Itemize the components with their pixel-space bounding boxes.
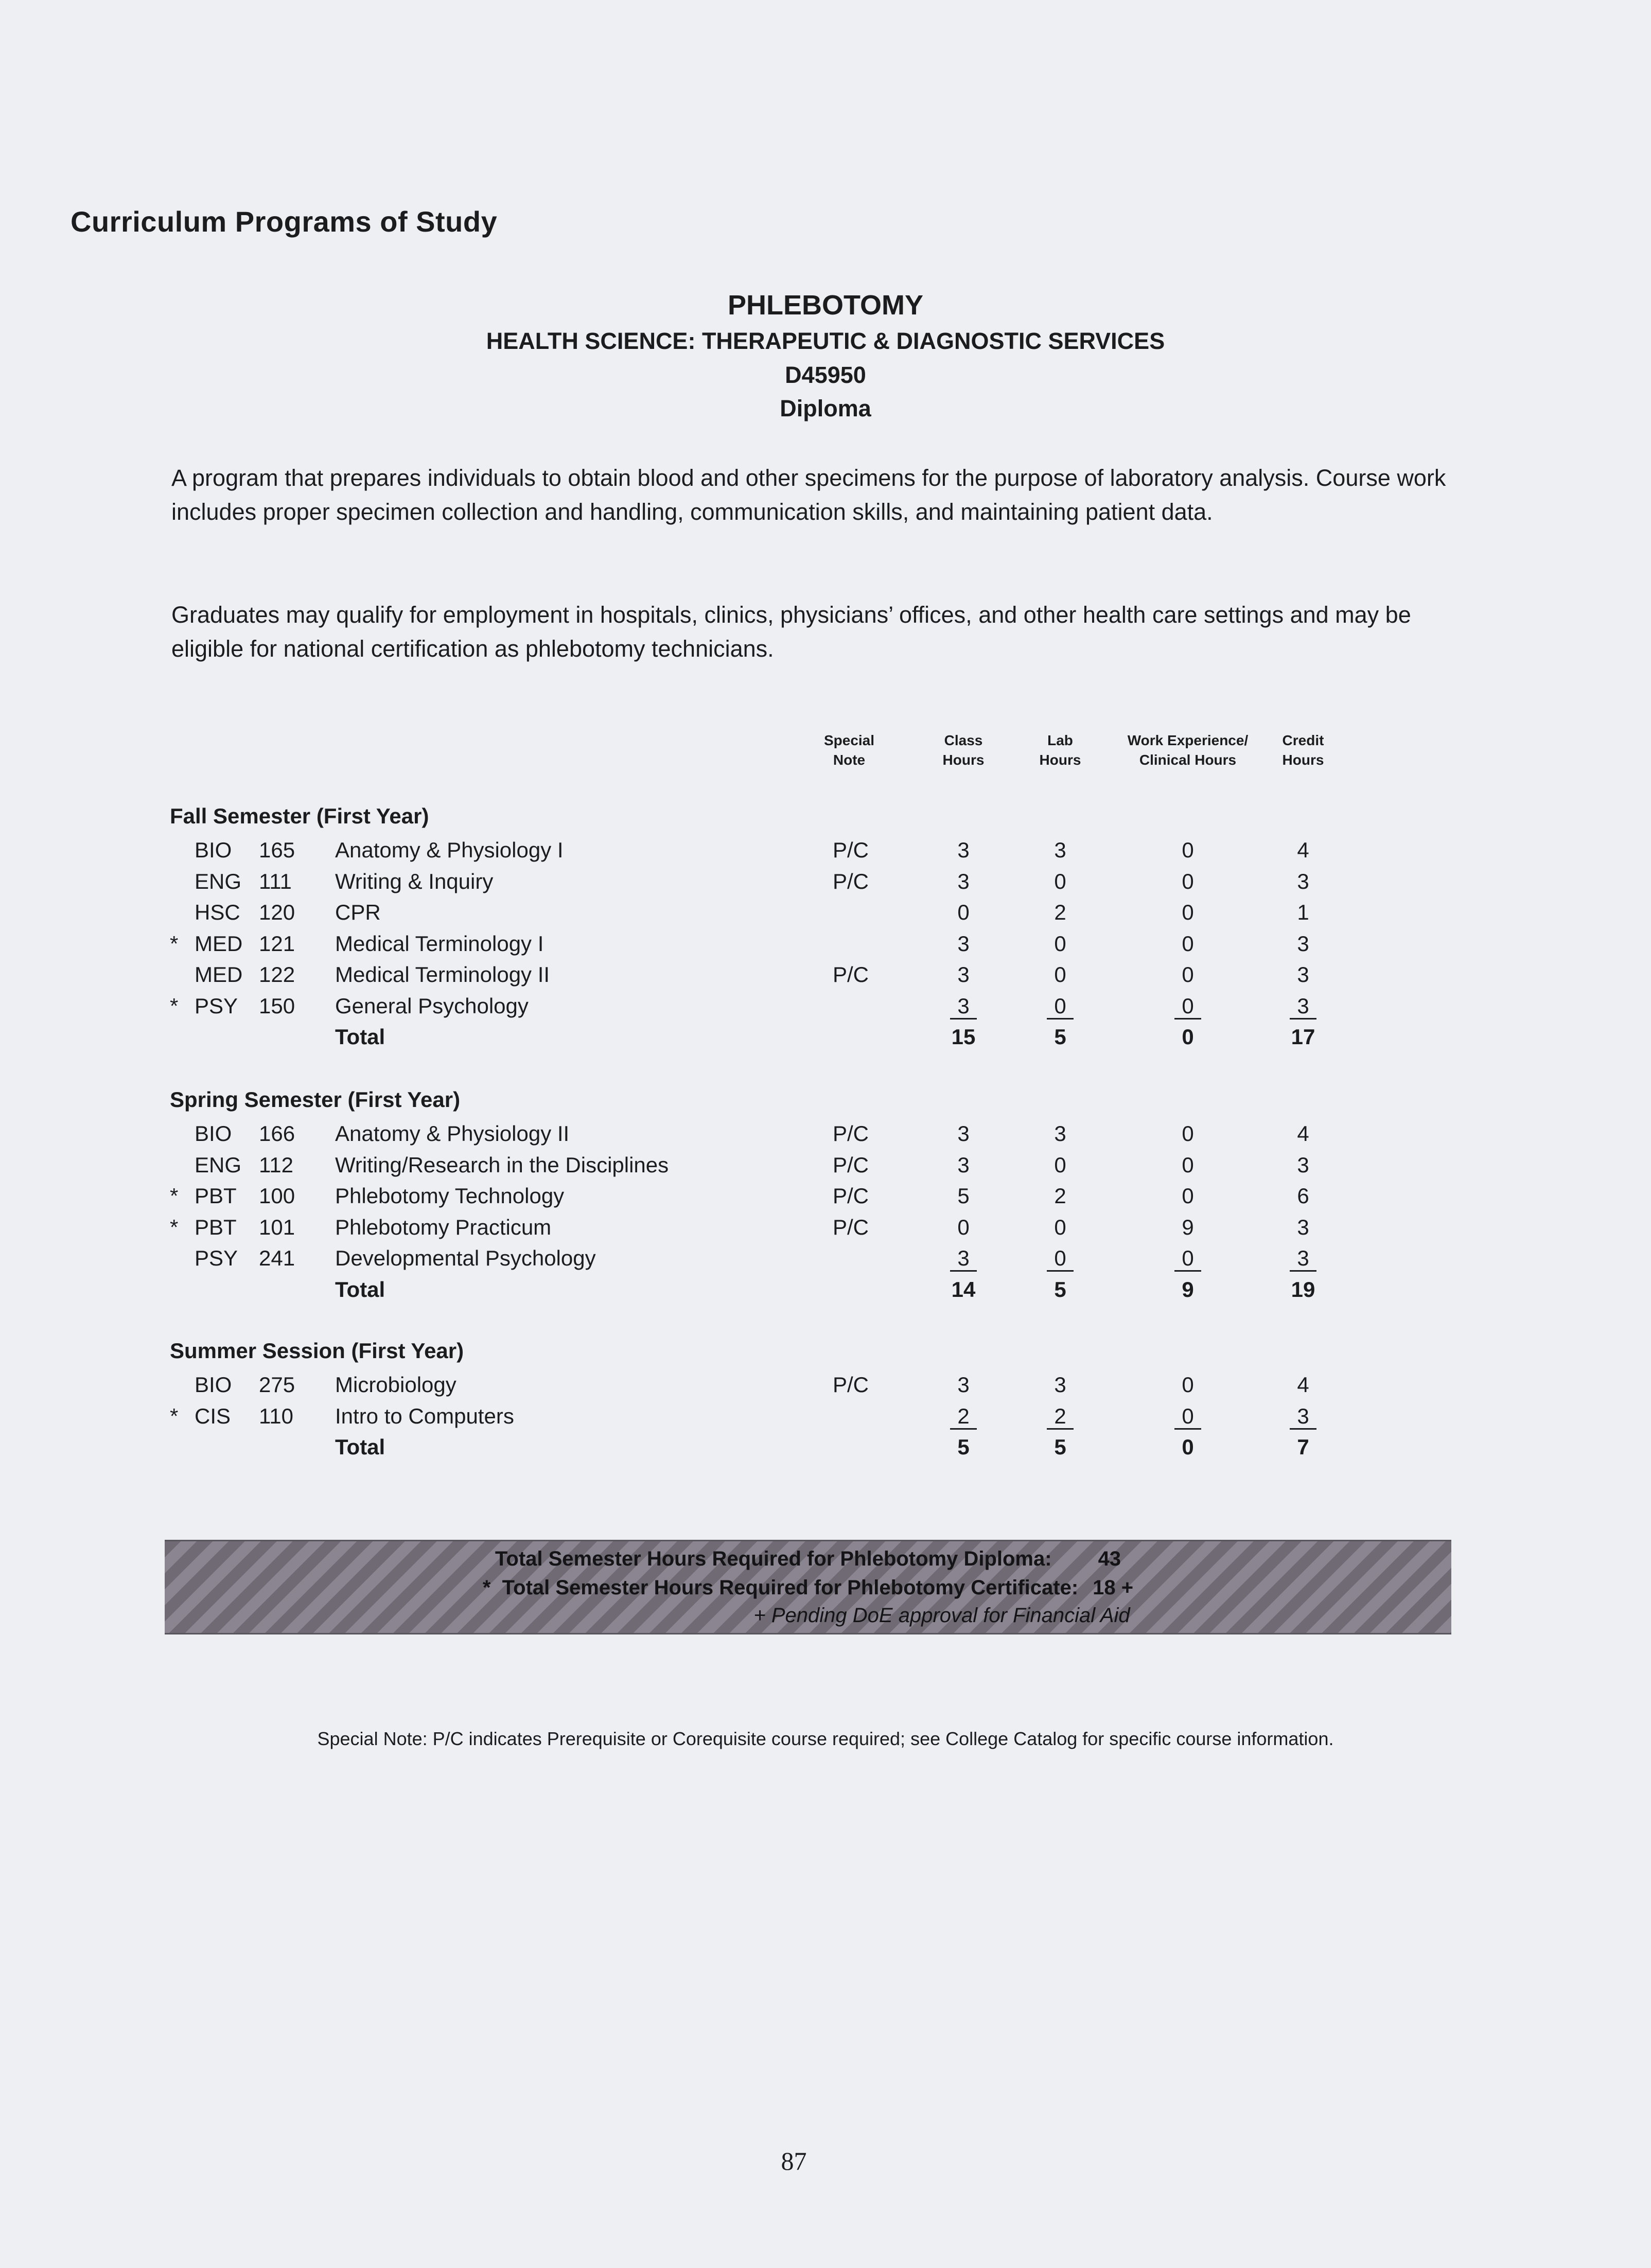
certificate-total-value: 18 + <box>1093 1576 1134 1599</box>
credit-hours <box>1280 1401 1326 1432</box>
class-hours: 3 <box>957 962 970 987</box>
certificate-star: * <box>482 1576 491 1599</box>
class-hours: 3 <box>957 1152 970 1177</box>
total-row <box>0 1274 1651 1305</box>
course-number: 101 <box>259 1215 295 1239</box>
course-number: 241 <box>259 1246 295 1270</box>
lab-hours: 0 <box>1054 962 1066 987</box>
lab-hours <box>1038 1243 1083 1274</box>
work-hours: 0 <box>1182 869 1194 893</box>
total-label: Total <box>335 1025 385 1049</box>
special-note-cell: P/C <box>833 1121 869 1146</box>
work-hours <box>1165 1243 1210 1274</box>
required-star: * <box>170 993 179 1018</box>
credit-hours <box>1280 991 1326 1022</box>
class-hours: 3 <box>957 1373 970 1397</box>
lab-hours-value: 2 <box>1047 1404 1073 1430</box>
class-hours: 3 <box>957 869 970 893</box>
semester-title: Spring Semester (First Year) <box>170 1087 461 1112</box>
total-work-hours: 9 <box>1182 1277 1194 1302</box>
course-row <box>0 1401 1651 1432</box>
course-row <box>0 866 1651 897</box>
program-description: A program that prepares individuals to obtain blood and other specimens for the purpose of laboratory analysis. Course work includes proper specimen collection and handling, communication skills, and maintaining patient data. <box>171 465 1446 525</box>
special-note-cell: P/C <box>833 869 869 893</box>
course-prefix: MED <box>195 962 243 987</box>
class-hours: 3 <box>957 931 970 956</box>
course-prefix: MED <box>195 931 243 956</box>
course-prefix: CIS <box>195 1403 231 1428</box>
total-work-hours: 0 <box>1182 1025 1194 1049</box>
course-row <box>0 1150 1651 1181</box>
special-note-cell: P/C <box>833 1215 869 1239</box>
total-credit-hours: 17 <box>1291 1025 1315 1049</box>
credit-hours: 3 <box>1297 962 1309 987</box>
course-row <box>0 1118 1651 1149</box>
class-hours-value: 2 <box>950 1404 976 1430</box>
total-row <box>0 1432 1651 1463</box>
course-title: Developmental Psychology <box>335 1246 596 1270</box>
class-hours: 0 <box>957 1215 970 1239</box>
work-hours: 0 <box>1182 900 1194 924</box>
diploma-total-label: Total Semester Hours Required for Phlebotomy Diploma: <box>495 1548 1052 1570</box>
col-work-hours: Work Experience/ Clinical Hours <box>1127 732 1249 768</box>
credit-hours: 3 <box>1297 869 1309 893</box>
work-hours <box>1165 1401 1210 1432</box>
total-class-hours: 14 <box>951 1277 976 1302</box>
course-title: Medical Terminology I <box>335 931 544 956</box>
credit-hours: 4 <box>1297 838 1309 862</box>
required-star: * <box>170 1184 179 1208</box>
total-label: Total <box>335 1277 385 1302</box>
total-class-hours: 5 <box>957 1435 970 1459</box>
lab-hours: 0 <box>1054 1152 1066 1177</box>
credit-hours: 4 <box>1297 1121 1309 1146</box>
program-title: PHLEBOTOMY <box>727 290 924 321</box>
course-row <box>0 991 1651 1022</box>
lab-hours <box>1038 1401 1083 1432</box>
lab-hours: 3 <box>1054 1373 1066 1397</box>
work-hours-value: 0 <box>1174 994 1201 1019</box>
total-lab-hours: 5 <box>1054 1435 1066 1459</box>
credit-hours: 6 <box>1297 1184 1309 1208</box>
credit-hours: 3 <box>1297 1152 1309 1177</box>
lab-hours: 3 <box>1054 1121 1066 1146</box>
credit-hours: 3 <box>1297 931 1309 956</box>
credit-hours-value: 3 <box>1290 994 1316 1019</box>
total-lab-hours: 5 <box>1054 1025 1066 1049</box>
class-hours: 5 <box>957 1184 970 1208</box>
course-title: Anatomy & Physiology II <box>335 1121 570 1146</box>
diploma-total-value: 43 <box>1098 1548 1121 1570</box>
semester-title: Fall Semester (First Year) <box>170 804 429 828</box>
course-number: 111 <box>259 869 292 893</box>
course-title: Anatomy & Physiology I <box>335 838 564 862</box>
course-title: Medical Terminology II <box>335 962 550 987</box>
required-star: * <box>170 1403 179 1428</box>
course-row <box>0 959 1651 990</box>
special-note-cell: P/C <box>833 1152 869 1177</box>
course-number: 100 <box>259 1184 295 1208</box>
lab-hours: 0 <box>1054 931 1066 956</box>
work-hours: 0 <box>1182 1373 1194 1397</box>
course-prefix: PBT <box>195 1215 237 1239</box>
work-hours <box>1165 991 1210 1022</box>
course-title: General Psychology <box>335 993 529 1018</box>
total-credit-hours: 19 <box>1291 1277 1315 1302</box>
lab-hours <box>1038 991 1083 1022</box>
course-row <box>0 897 1651 928</box>
course-title: Writing & Inquiry <box>335 869 494 893</box>
class-hours-value: 3 <box>950 994 976 1019</box>
work-hours: 0 <box>1182 1121 1194 1146</box>
col-credit-hours: Credit Hours <box>1282 732 1324 768</box>
course-number: 122 <box>259 962 295 987</box>
course-title: Writing/Research in the Disciplines <box>335 1152 669 1177</box>
credit-hours: 1 <box>1297 900 1309 924</box>
required-star: * <box>170 931 179 956</box>
course-row <box>0 928 1651 959</box>
totals-banner <box>165 1540 1451 1634</box>
special-note: Special Note: P/C indicates Prerequisite or Corequisite course required; see College Catalog for specific course information. <box>317 1728 1334 1749</box>
total-lab-hours: 5 <box>1054 1277 1066 1302</box>
course-row <box>0 1181 1651 1211</box>
course-prefix: BIO <box>195 1373 232 1397</box>
page-number: 87 <box>781 2147 807 2175</box>
col-class-hours: Class Hours <box>942 732 985 768</box>
course-prefix: PBT <box>195 1184 237 1208</box>
course-title: Intro to Computers <box>335 1403 514 1428</box>
course-prefix: BIO <box>195 838 232 862</box>
certificate-total-line <box>165 1576 1451 1599</box>
lab-hours: 3 <box>1054 838 1066 862</box>
pending-approval-note: + Pending DoE approval for Financial Aid <box>753 1604 1130 1627</box>
class-hours: 3 <box>957 838 970 862</box>
lab-hours: 2 <box>1054 900 1066 924</box>
work-hours: 0 <box>1182 1152 1194 1177</box>
special-note-cell: P/C <box>833 838 869 862</box>
required-star: * <box>170 1215 179 1239</box>
lab-hours-value: 0 <box>1047 994 1073 1019</box>
work-hours-value: 0 <box>1174 1246 1201 1272</box>
lab-hours: 2 <box>1054 1184 1066 1208</box>
semester-title: Summer Session (First Year) <box>170 1339 464 1363</box>
lab-hours-value: 0 <box>1047 1246 1073 1272</box>
course-prefix: PSY <box>195 1246 238 1270</box>
total-credit-hours: 7 <box>1297 1435 1309 1459</box>
course-prefix: ENG <box>195 1152 242 1177</box>
course-row <box>0 835 1651 866</box>
program-code: D45950 <box>785 362 866 388</box>
section-header: Curriculum Programs of Study <box>71 205 498 238</box>
class-hours: 0 <box>957 900 970 924</box>
course-number: 166 <box>259 1121 295 1146</box>
work-hours: 9 <box>1182 1215 1194 1239</box>
work-hours: 0 <box>1182 1184 1194 1208</box>
class-hours <box>941 1401 986 1432</box>
course-title: Phlebotomy Practicum <box>335 1215 552 1239</box>
credit-hours: 4 <box>1297 1373 1309 1397</box>
class-hours: 3 <box>957 1121 970 1146</box>
course-number: 121 <box>259 931 295 956</box>
credit-hours: 3 <box>1297 1215 1309 1239</box>
course-prefix: PSY <box>195 993 238 1018</box>
special-note-cell: P/C <box>833 962 869 987</box>
course-number: 110 <box>259 1403 293 1428</box>
course-title: CPR <box>335 900 381 924</box>
course-number: 150 <box>259 993 295 1018</box>
total-row <box>0 1022 1651 1052</box>
course-title: Phlebotomy Technology <box>335 1184 565 1208</box>
total-label: Total <box>335 1435 385 1459</box>
col-lab-hours: Lab Hours <box>1039 732 1081 768</box>
career-description: Graduates may qualify for employment in hospitals, clinics, physicians’ offices, and other health care settings and may be eligible for national certification as phlebotomy technicians. <box>171 602 1411 662</box>
course-row <box>0 1369 1651 1400</box>
program-subtitle: HEALTH SCIENCE: THERAPEUTIC & DIAGNOSTIC SERVICES <box>486 328 1165 354</box>
special-note-cell: P/C <box>833 1373 869 1397</box>
col-special-note: Special Note <box>823 732 875 768</box>
credit-hours-value: 3 <box>1290 1246 1316 1272</box>
course-row <box>0 1212 1651 1243</box>
work-hours: 0 <box>1182 838 1194 862</box>
program-award: Diploma <box>780 395 871 421</box>
class-hours <box>941 991 986 1022</box>
work-hours: 0 <box>1182 931 1194 956</box>
class-hours <box>941 1243 986 1274</box>
lab-hours: 0 <box>1054 869 1066 893</box>
course-number: 165 <box>259 838 295 862</box>
course-row <box>0 1243 1651 1274</box>
lab-hours: 0 <box>1054 1215 1066 1239</box>
course-title: Microbiology <box>335 1373 456 1397</box>
course-number: 120 <box>259 900 295 924</box>
course-number: 112 <box>259 1152 293 1177</box>
special-note-cell: P/C <box>833 1184 869 1208</box>
class-hours-value: 3 <box>950 1246 976 1272</box>
work-hours-value: 0 <box>1174 1404 1201 1430</box>
credit-hours <box>1280 1243 1326 1274</box>
total-class-hours: 15 <box>951 1025 976 1049</box>
course-number: 275 <box>259 1373 295 1397</box>
work-hours: 0 <box>1182 962 1194 987</box>
course-prefix: ENG <box>195 869 242 893</box>
course-prefix: HSC <box>195 900 240 924</box>
total-work-hours: 0 <box>1182 1435 1194 1459</box>
course-prefix: BIO <box>195 1121 232 1146</box>
certificate-total-label: Total Semester Hours Required for Phlebotomy Certificate: <box>502 1576 1079 1599</box>
diploma-total-line <box>165 1548 1451 1571</box>
credit-hours-value: 3 <box>1290 1404 1316 1430</box>
